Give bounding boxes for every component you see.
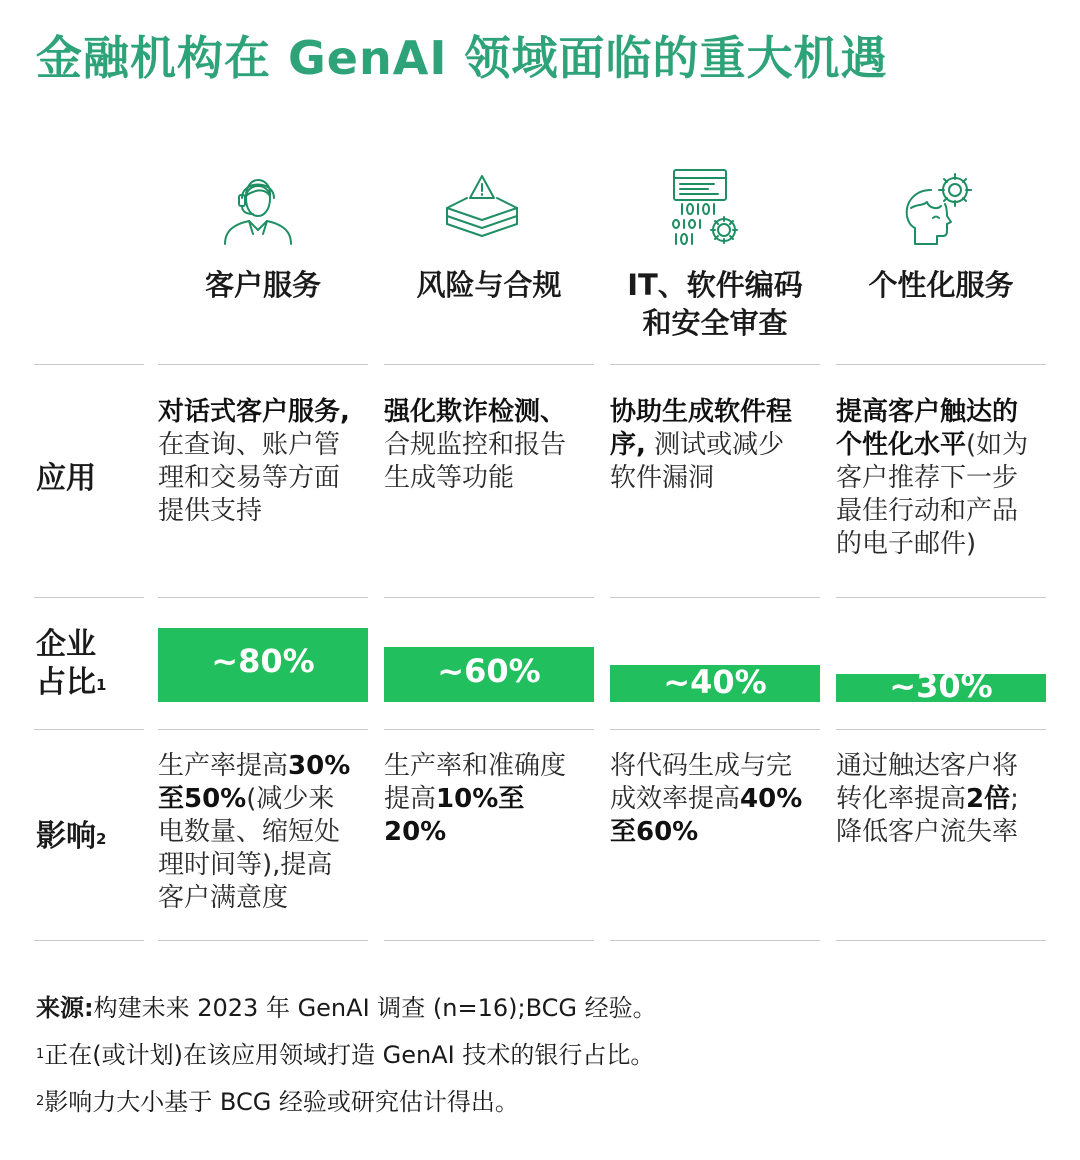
application-cell-customer-service: 对话式客户服务,在查询、账户管理和交易等方面提供支持 xyxy=(158,397,350,526)
footnote-1: $^1$正在(或计划)在该应用领域打造 GenAI 技术的银行占比。 xyxy=(36,1041,655,1069)
head-gear-icon xyxy=(897,168,975,248)
footnote-2: $^2$影响力大小基于 BCG 经验或研究估计得出。 xyxy=(36,1088,519,1116)
impact-cell-personalization: 通过触达客户将转化率提高2倍;降低客户流失率 xyxy=(836,751,1019,847)
divider xyxy=(158,364,368,365)
customer-service-agent-icon xyxy=(219,168,297,248)
divider xyxy=(610,729,820,730)
column-header-risk-compliance: 风险与合规 xyxy=(416,268,562,302)
footnote-mark: 1 xyxy=(96,676,107,694)
row-label-adoption-line2: 占比$^1$ xyxy=(36,665,107,700)
divider xyxy=(158,597,368,598)
row-label-application: 应用 xyxy=(36,461,96,496)
row-label-impact: 影响$^2$ xyxy=(36,819,107,854)
divider xyxy=(610,364,820,365)
column-header-customer-service: 客户服务 xyxy=(204,268,321,302)
row-label-adoption-line1: 企业 xyxy=(36,627,96,662)
adoption-bar-label: ~60% xyxy=(437,651,541,690)
divider xyxy=(384,940,594,941)
divider xyxy=(158,940,368,941)
divider xyxy=(34,729,144,730)
divider xyxy=(158,729,368,730)
page-title: 金融机构在 GenAI 领域面临的重大机遇 xyxy=(36,31,888,85)
column-header-it-software xyxy=(610,266,820,342)
impact-cell-it-software: 将代码生成与完成效率提高40%至60% xyxy=(610,751,803,847)
divider xyxy=(34,364,144,365)
application-cell-it-software: 协助生成软件程序, 测试或减少软件漏洞 xyxy=(610,397,793,493)
divider xyxy=(836,364,1046,365)
divider xyxy=(836,729,1046,730)
adoption-bar-label: ~40% xyxy=(663,662,767,701)
row-label-adoption xyxy=(36,626,106,702)
divider xyxy=(34,597,144,598)
adoption-bar-label: ~30% xyxy=(889,667,993,705)
column-header-it-software-line2: 和安全审查 xyxy=(642,306,788,340)
source-note: 来源:构建未来 2023 年 GenAI 调查 (n=16);BCG 经验。 xyxy=(36,994,657,1022)
column-header-it-software-line1: IT、软件编码 xyxy=(627,268,803,302)
code-document-gear-icon xyxy=(668,168,746,248)
divider xyxy=(384,364,594,365)
layered-warning-icon xyxy=(443,168,521,248)
divider xyxy=(610,940,820,941)
divider xyxy=(836,597,1046,598)
footnote-mark: 2 xyxy=(96,830,107,848)
application-cell-personalization: 提高客户触达的个性化水平(如为客户推荐下一步最佳行动和产品的电子邮件) xyxy=(836,397,1029,559)
divider xyxy=(384,729,594,730)
impact-cell-risk-compliance: 生产率和准确度提高10%至20% xyxy=(384,751,567,847)
divider xyxy=(34,940,144,941)
divider xyxy=(836,940,1046,941)
column-header-personalization: 个性化服务 xyxy=(868,268,1014,302)
divider xyxy=(384,597,594,598)
impact-cell-customer-service: 生产率提高30%至50%(减少来电数量、缩短处理时间等),提高客户满意度 xyxy=(158,751,351,913)
divider xyxy=(610,597,820,598)
adoption-bar-label: ~80% xyxy=(211,642,315,680)
application-cell-risk-compliance: 强化欺诈检测、合规监控和报告生成等功能 xyxy=(384,397,567,493)
